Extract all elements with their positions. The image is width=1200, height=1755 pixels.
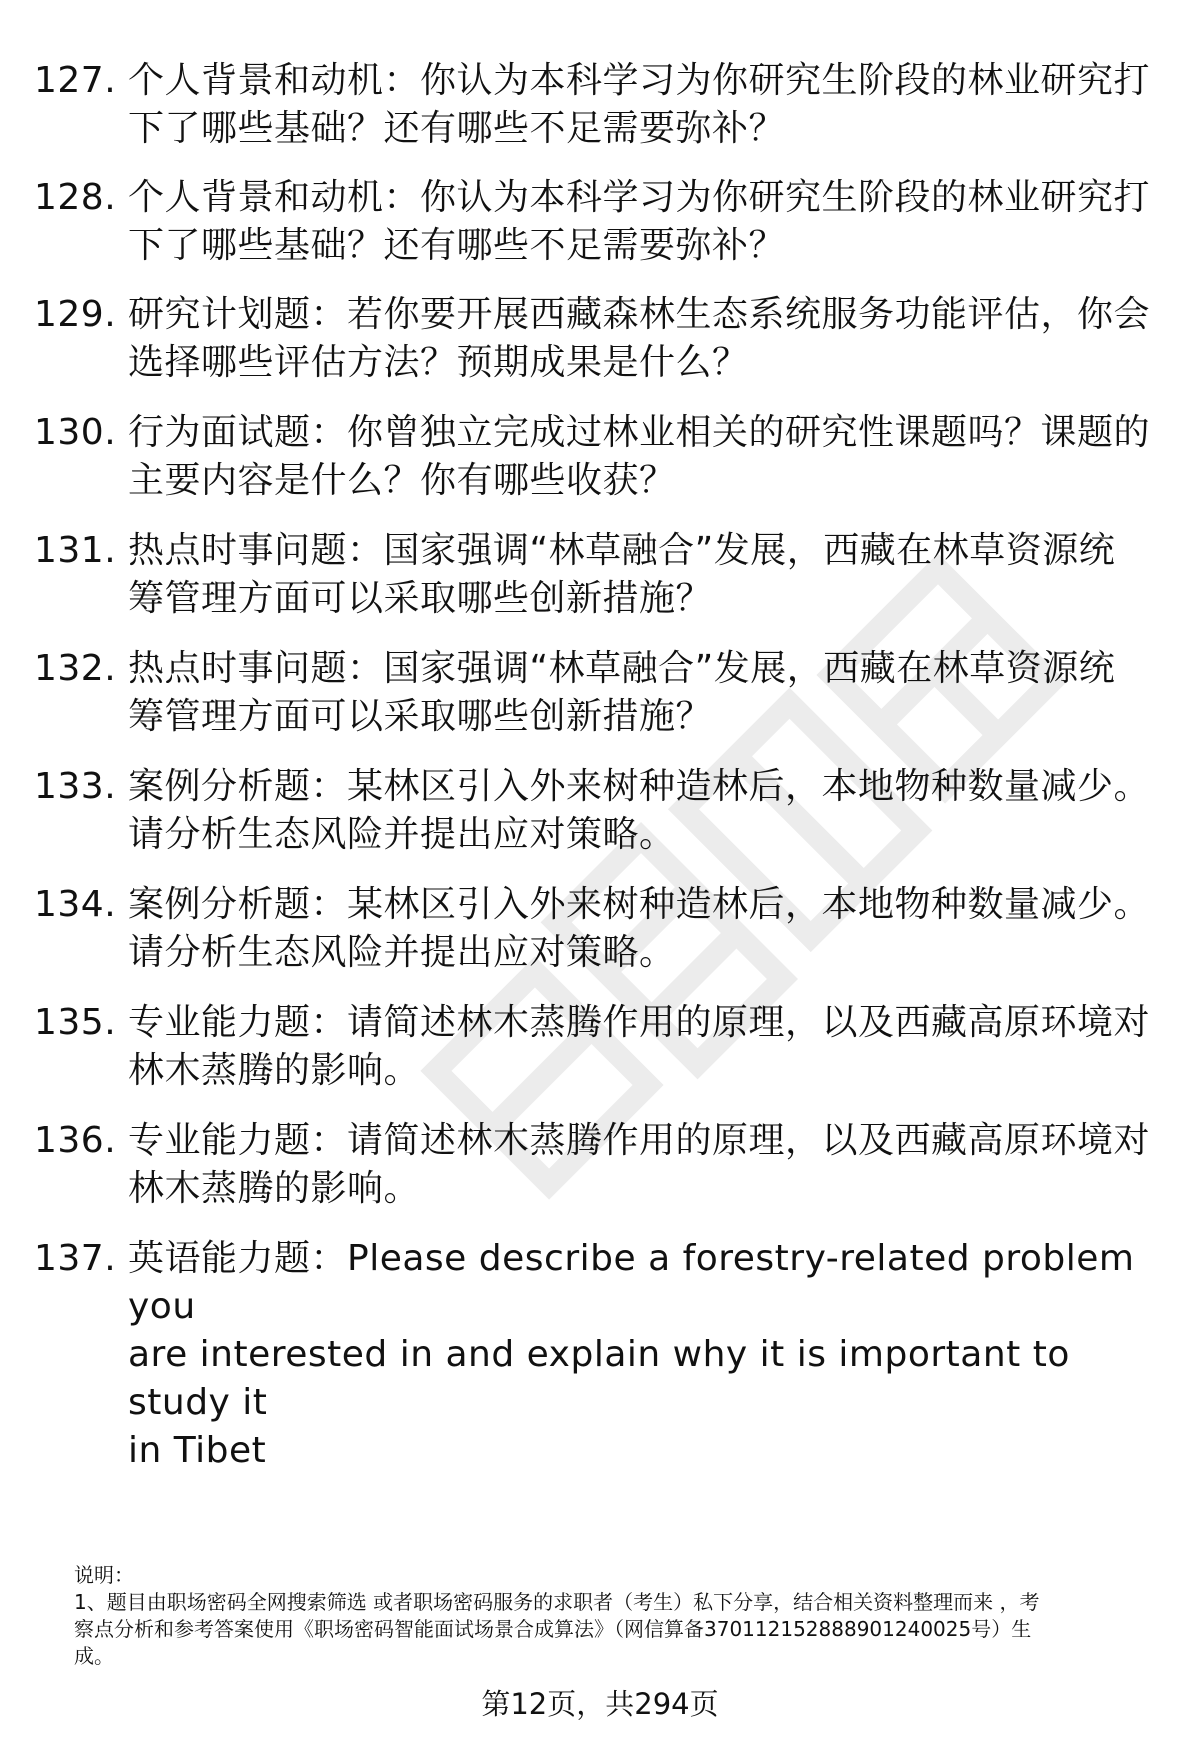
question-number: 137. bbox=[34, 1238, 117, 1279]
question-text: 专业能力题：请简述林木蒸腾作用的原理，以及西藏高原环境对 林木蒸腾的影响。 bbox=[128, 1120, 1151, 1209]
question-number: 135. bbox=[34, 1002, 117, 1043]
question-text: 行为面试题：你曾独立完成过林业相关的研究性课题吗？课题的 主要内容是什么？你有哪些收获？ bbox=[128, 412, 1151, 501]
question-text: 热点时事问题：国家强调“林草融合”发展，西藏在林草资源统 筹管理方面可以采取哪些创新措施？ bbox=[128, 530, 1116, 619]
notes-heading: 说明： bbox=[74, 1563, 134, 1587]
question-number: 130. bbox=[34, 412, 117, 453]
question-text: 个人背景和动机：你认为本科学习为你研究生阶段的林业研究打 下了哪些基础？还有哪些不足需要弥补？ bbox=[128, 60, 1151, 149]
notes-section bbox=[74, 1562, 1164, 1670]
question-text: 热点时事问题：国家强调“林草融合”发展，西藏在林草资源统 筹管理方面可以采取哪些创新措施？ bbox=[128, 648, 1116, 737]
notes-body: 1、题目由职场密码全网搜索筛选 或者职场密码服务的求职者（考生）私下分享，结合相关资料整理而来 ，考 察点分析和参考答案使用《职场密码智能面试场景合成算法》（网信算备370112152888901240025号）生 成。 bbox=[74, 1590, 1040, 1668]
question-number: 136. bbox=[34, 1120, 117, 1161]
question-number: 129. bbox=[34, 294, 117, 335]
question-text: 研究计划题：若你要开展西藏森林生态系统服务功能评估，你会 选择哪些评估方法？预期成果是什么？ bbox=[128, 294, 1151, 383]
question-number: 128. bbox=[34, 177, 117, 218]
question-text: 案例分析题：某林区引入外来树种造林后，本地物种数量减少。 请分析生态风险并提出应对策略。 bbox=[128, 884, 1151, 973]
question-text: 英语能力题：Please describe a forestry-related problem you are interested in and explain why it is important to study it in Tibet bbox=[128, 1238, 1135, 1471]
question-number: 131. bbox=[34, 530, 117, 571]
question-text: 个人背景和动机：你认为本科学习为你研究生阶段的林业研究打 下了哪些基础？还有哪些不足需要弥补？ bbox=[128, 177, 1151, 266]
question-text: 案例分析题：某林区引入外来树种造林后，本地物种数量减少。 请分析生态风险并提出应对策略。 bbox=[128, 766, 1151, 855]
question-number: 133. bbox=[34, 766, 117, 807]
question-number: 132. bbox=[34, 648, 117, 689]
question-number: 127. bbox=[34, 60, 117, 101]
page-number: 第12页，共294页 bbox=[481, 1687, 719, 1721]
question-number: 134. bbox=[34, 884, 117, 925]
question-text: 专业能力题：请简述林木蒸腾作用的原理，以及西藏高原环境对 林木蒸腾的影响。 bbox=[128, 1002, 1151, 1091]
